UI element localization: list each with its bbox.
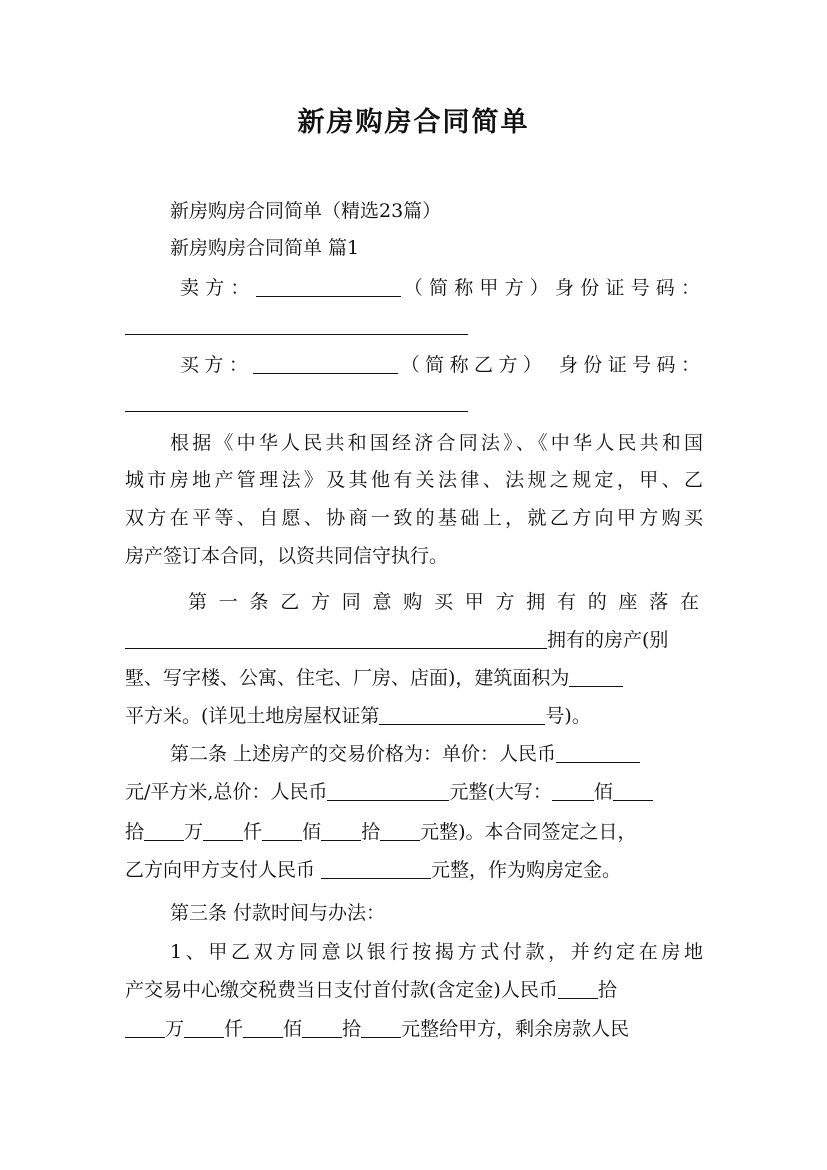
article-1-line	[125, 622, 703, 658]
article-2-text: 佰	[302, 821, 322, 843]
article-3-line	[170, 895, 703, 931]
paragraph-text: 根据《中华人民共和国经济合同法》、《中华人民共和国	[170, 432, 703, 454]
blank	[321, 820, 361, 841]
buyer-line	[180, 347, 703, 383]
blank	[380, 820, 420, 841]
deposit-blank	[321, 858, 431, 879]
article-2-text: 元/平方米,总价：人民币	[125, 781, 328, 803]
article-3-text: 拾	[597, 979, 617, 1001]
seller-name-blank	[256, 276, 401, 297]
buyer-note: （简称乙方） 身份证号码：	[398, 354, 703, 376]
article-2-text: 万	[184, 821, 204, 843]
blank	[361, 1017, 401, 1038]
article-1-text: 平方米。(详见土地房屋权证第	[125, 705, 380, 727]
certificate-no-blank	[379, 704, 545, 725]
buyer-id-line	[125, 385, 703, 421]
buyer-label: 买方：	[180, 354, 254, 376]
article-2-text: 第二条 上述房产的交易价格为：单价：人民币	[170, 743, 557, 765]
seller-id-blank	[125, 314, 468, 335]
paragraph-line	[170, 425, 703, 461]
article-3-text: 产交易中心缴交税费当日支付首付款(含定金)人民币	[125, 979, 558, 1001]
seller-id-line	[125, 308, 703, 344]
article-2-line	[125, 814, 703, 850]
seller-line	[180, 270, 703, 306]
article-1-text: 拥有的房产(别	[547, 629, 669, 651]
buyer-id-blank	[125, 391, 468, 412]
article-3-line	[125, 972, 703, 1008]
article-3-text: 第三条 付款时间与办法：	[170, 902, 386, 924]
paragraph-text: 城市房地产管理法》及其他有关法律、法规之规定，甲、乙	[125, 469, 703, 491]
article-2-line	[170, 736, 703, 772]
article-2-line	[125, 774, 703, 810]
unit-price-blank	[556, 742, 640, 763]
article-2-text: 元整)。本合同签定之日，	[420, 821, 637, 843]
paragraph-line	[125, 538, 703, 574]
seller-label: 卖方：	[180, 277, 256, 299]
article-1-line	[188, 584, 703, 620]
article-2-text: 佰	[593, 781, 613, 803]
blank	[558, 978, 598, 999]
location-blank	[125, 628, 547, 649]
article-3-text: 万	[165, 1018, 185, 1040]
article-3-line	[125, 1011, 703, 1047]
subtitle-text: 新房购房合同简单（精选23篇）	[170, 200, 442, 222]
article-2-text: 乙方向甲方支付人民币	[125, 859, 322, 881]
section-heading-text: 新房购房合同简单 篇1	[170, 237, 360, 259]
section-heading-line	[170, 230, 710, 266]
article-1-line	[125, 660, 703, 696]
blank	[184, 1017, 224, 1038]
article-1-line	[125, 698, 703, 734]
article-2-text: 元整，作为购房定金。	[431, 859, 622, 881]
document-title: 新房购房合同简单	[297, 107, 530, 138]
blank	[262, 820, 302, 841]
article-1-text: 墅、写字楼、公寓、住宅、厂房、店面)，建筑面积为	[125, 667, 570, 689]
blank	[552, 780, 594, 801]
blank	[243, 1017, 283, 1038]
buyer-name-blank	[253, 353, 398, 374]
article-3-line	[170, 934, 703, 970]
article-2-text: 仟	[243, 821, 263, 843]
paragraph-line	[125, 500, 703, 536]
blank	[613, 780, 653, 801]
total-price-blank	[327, 780, 449, 801]
blank	[302, 1017, 342, 1038]
subtitle-line	[170, 193, 710, 229]
article-3-text: 1、甲乙双方同意以银行按揭方式付款，并约定在房地	[170, 941, 703, 963]
article-1-text: 第一条乙方同意购买甲方拥有的座落在	[188, 591, 703, 613]
article-2-line	[125, 852, 703, 888]
area-blank	[569, 666, 623, 687]
article-2-text: 拾	[125, 821, 145, 843]
blank	[203, 820, 243, 841]
blank	[125, 1017, 165, 1038]
article-2-text: 拾	[361, 821, 381, 843]
article-3-text: 元整给甲方，剩余房款人民	[401, 1018, 630, 1040]
article-1-text: 号)。	[545, 705, 591, 727]
article-2-text: 元整(大写：	[449, 781, 552, 803]
article-3-text: 拾	[342, 1018, 362, 1040]
paragraph-line	[125, 462, 703, 498]
seller-note: （简称甲方）身份证号码：	[400, 277, 703, 299]
paragraph-text: 房产签订本合同，以资共同信守执行。	[125, 545, 449, 567]
article-3-text: 仟	[224, 1018, 244, 1040]
paragraph-text: 双方在平等、自愿、协商一致的基础上，就乙方向甲方购买	[125, 507, 703, 529]
blank	[144, 820, 184, 841]
article-3-text: 佰	[283, 1018, 303, 1040]
